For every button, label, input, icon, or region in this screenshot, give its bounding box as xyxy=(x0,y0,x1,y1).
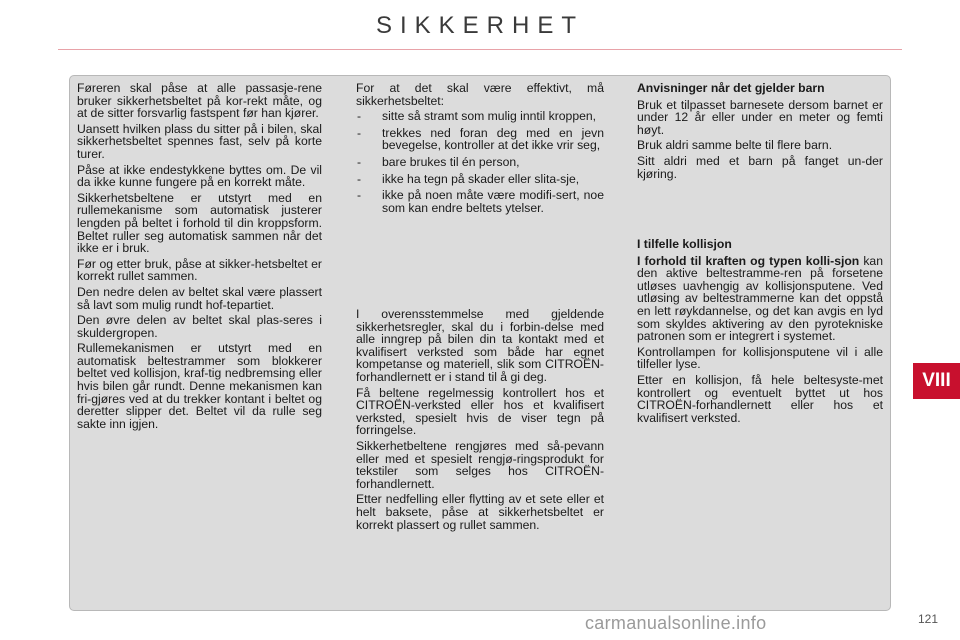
requirements-list xyxy=(356,110,604,214)
section-heading-collision: I tilfelle kollisjon xyxy=(637,237,732,251)
paragraph: Sitt aldri med et barn på fanget un-der kjøring. xyxy=(637,153,883,181)
paragraph: Bruk et tilpasset barnesete dersom barnet er under 12 år eller under en meter og femti høyt. xyxy=(637,97,883,137)
dash-marker: - xyxy=(357,109,362,124)
list-item xyxy=(356,127,604,152)
paragraph: Etter nedfelling eller flytting av et sete eller et helt baksete, påse at sikkerhetsbeltet er korrekt plassert og rullet sammen. xyxy=(356,492,604,532)
title-divider xyxy=(58,49,902,50)
list-item-text: ikke ha tegn på skader eller slita-sje, xyxy=(382,171,580,186)
list-item xyxy=(356,110,604,123)
column-seatbelt-rules xyxy=(77,82,322,433)
lead-rest: kan den aktive beltestramme-ren på forsetene utløses uavhengig av kollisjonsputene. Ved utløsing av beltestrammerne kan det oppstå en lett røykdannelse, og det kan avgis en lyd som skyldes aktivering av den pyrotekniske patronen som er integrert i systemet. xyxy=(637,253,883,344)
paragraph: Sikkerhetsbeltene er utstyrt med en rullemekanisme som automatisk justerer lengden på beltet i forhold til din kroppsform. Beltet ruller seg automatisk sammen når det ikke er i bruk. xyxy=(77,190,322,256)
paragraph: Den nedre delen av beltet skal være plassert så lavt som mulig rundt hof-tepartiet. xyxy=(77,284,322,312)
page-number: 121 xyxy=(918,612,939,626)
paragraph: Før og etter bruk, påse at sikker-hetsbeltet er korrekt rullet sammen. xyxy=(77,256,322,284)
paragraph: Sikkerhetbeltene rengjøres med så-pevann eller med et spesielt rengjø-ringsprodukt for tekstiler som selges hos CITROËN-forhandlernett. xyxy=(356,438,604,491)
page-title: SIKKERHET xyxy=(375,12,585,39)
paragraph: Etter en kollisjon, få hele beltesyste-met kontrollert og eventuelt byttet ut hos CITROËN-forhandlernett eller hos et kvalifisert verksted. xyxy=(637,372,883,425)
intro-text: For at det skal være effektivt, må sikkerhetsbeltet: xyxy=(356,81,604,108)
dash-marker: - xyxy=(357,171,362,186)
list-item xyxy=(356,156,604,169)
dash-marker: - xyxy=(357,188,362,203)
maintenance-block xyxy=(356,308,604,534)
paragraph: Den øvre delen av beltet skal plas-seres i skuldergropen. xyxy=(77,313,322,340)
section-heading-children: Anvisninger når det gjelder barn xyxy=(637,81,825,95)
chapter-tab: VIII xyxy=(913,363,960,399)
watermark: carmanualsonline.info xyxy=(585,613,767,633)
paragraph: Bruk aldri samme belte til flere barn. xyxy=(637,138,833,153)
paragraph: Kontrollampen for kollisjonsputene vil i alle tilfeller lyse. xyxy=(637,344,883,372)
paragraph: Uansett hvilken plass du sitter på i bilen, skal sikkerhetsbeltet spennes fast, selv på korte turer. xyxy=(77,121,322,161)
paragraph: Påse at ikke endestykkene byttes om. De vil da ikke kunne fungere på en korrekt måte. xyxy=(77,162,322,190)
dash-marker: - xyxy=(357,125,362,140)
paragraph: Føreren skal påse at alle passasje-rene bruker sikkerhetsbeltet på kor-rekt måte, og at de sitter forsvarlig fastspent før han kjører. xyxy=(77,81,322,121)
column-children-and-collision xyxy=(637,81,883,425)
dash-marker: - xyxy=(357,154,362,169)
list-item-text: bare brukes til én person, xyxy=(382,154,520,169)
bold-lead: I forhold til kraften og typen kolli-sjon xyxy=(637,253,860,268)
column-seatbelt-effectiveness xyxy=(356,81,604,532)
paragraph: I overensstemmelse med gjeldende sikkerhetsregler, skal du i forbin-delse med alle inngrep på bilen din ta kontakt med et kvalifisert verksted som både har egnet kompetanse og materiell, slik som CITROËN-forhandlernett er i stand til å gi deg. xyxy=(356,307,604,384)
paragraph: Få beltene regelmessig kontrollert hos et CITROËN-verksted eller hos et kvalifisert verksted, spesielt hvis de viser tegn på forringelse. xyxy=(356,385,604,438)
paragraph xyxy=(637,255,883,343)
collision-block xyxy=(637,238,883,427)
list-item-text: sitte så stramt som mulig inntil kroppen, xyxy=(382,109,597,124)
list-item xyxy=(356,173,604,186)
list-item-text: ikke på noen måte være modifi-sert, noe som kan endre beltets ytelser. xyxy=(382,188,604,215)
paragraph: Rullemekanismen er utstyrt med en automatisk beltestrammer som blokkerer beltet ved kollisjon, kraf-tig nedbremsing eller hvis bilen går rundt. Denne mekanismen kan fri-gjøres ved at du trekker kontant i beltet og deretter slipper det. Beltet vil da rulle seg sakte inn igjen. xyxy=(77,341,322,431)
list-item-text: trekkes ned foran deg med en jevn bevegelse, kontroller at det ikke vrir seg, xyxy=(382,125,604,153)
list-item xyxy=(356,189,604,214)
